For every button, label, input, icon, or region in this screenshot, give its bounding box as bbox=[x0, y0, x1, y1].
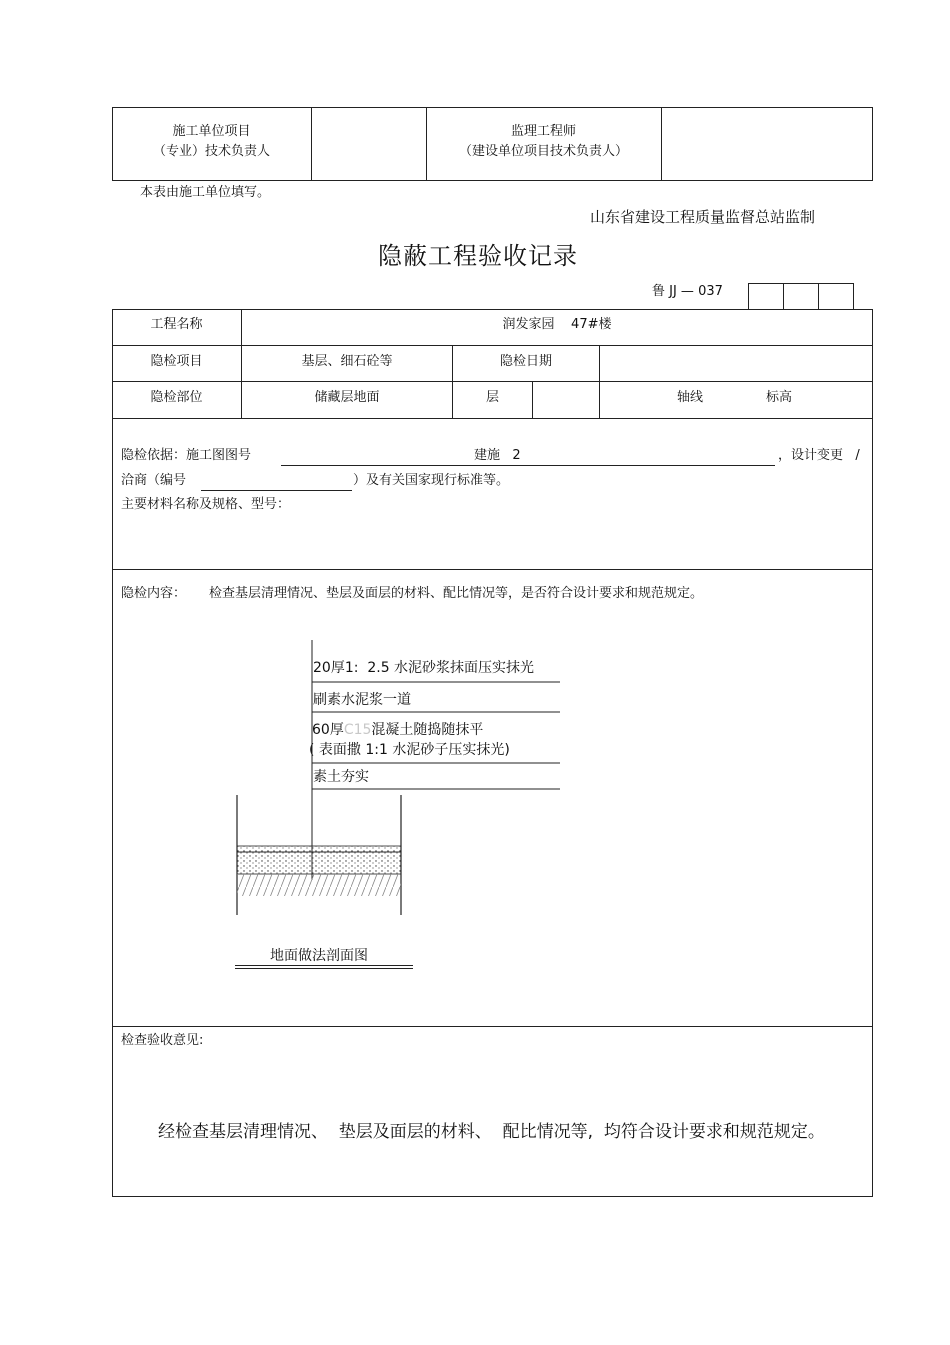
caption-underline bbox=[235, 968, 413, 969]
inspection-date-label: 隐检日期 bbox=[499, 354, 552, 369]
supervisor-signature-cell[interactable] bbox=[662, 108, 872, 180]
caption-underline bbox=[235, 965, 413, 966]
row-divider bbox=[112, 569, 873, 570]
content-text: 检查基层清理情况、垫层及面层的材料、配比情况等，是否符合设计要求和规范规定。 bbox=[209, 586, 704, 601]
page-title: 隐蔽工程验收记录 bbox=[378, 242, 578, 270]
basis-prefix: 隐检依据：施工图图号 bbox=[121, 448, 252, 463]
elevation-label: 标高 bbox=[766, 390, 793, 405]
negotiation-prefix: 洽商（编号 bbox=[121, 473, 187, 488]
layer-3-label: 60厚C15混凝土随捣随抹平 bbox=[312, 722, 484, 738]
layer-4-label: 素土夯实 bbox=[313, 769, 369, 785]
design-change: ，设计变更 / bbox=[778, 448, 860, 463]
screed-layer bbox=[237, 846, 401, 852]
code-box-1[interactable] bbox=[748, 283, 784, 310]
drawing-number-underline bbox=[281, 465, 775, 466]
contractor-tech-lead-label: 施工单位项目 （专业）技术负责人 bbox=[152, 124, 270, 159]
concrete-layer bbox=[237, 852, 401, 874]
opinion-text: 经检查基层清理情况、 垫层及面层的材料、 配比情况等, 均符合设计要求和规范规定。 bbox=[158, 1122, 825, 1142]
project-name-label: 工程名称 bbox=[150, 317, 203, 332]
issuer-text: 山东省建设工程质量监督总站监制 bbox=[590, 208, 816, 226]
contractor-signature-cell[interactable] bbox=[312, 108, 425, 180]
negotiation-underline bbox=[201, 490, 352, 491]
layer-3-note: ( 表面撒 1:1 水泥砂子压实抹光) bbox=[309, 742, 510, 758]
inspection-part-value: 储藏层地面 bbox=[314, 390, 380, 405]
supervisor-label: 监理工程师 （建设单位项目技术负责人） bbox=[458, 124, 628, 159]
floor-value[interactable] bbox=[533, 382, 599, 418]
inspection-date-value[interactable] bbox=[600, 346, 872, 381]
row-divider bbox=[112, 381, 873, 382]
content-label: 隐检内容： bbox=[121, 586, 187, 601]
opinion-label: 检查验收意见: bbox=[121, 1033, 204, 1048]
floor-label: 层 bbox=[485, 390, 499, 405]
drawing-number: 建施 2 bbox=[474, 448, 521, 463]
row-divider bbox=[112, 1026, 873, 1027]
layer-2-label: 刷素水泥浆一道 bbox=[313, 692, 411, 708]
soil-layer bbox=[237, 874, 401, 896]
project-name-value: 润发家园 47#楼 bbox=[502, 317, 612, 332]
fill-note: 本表由施工单位填写。 bbox=[140, 185, 271, 200]
negotiation-suffix: ）及有关国家现行标准等。 bbox=[353, 473, 510, 488]
code-box-2[interactable] bbox=[783, 283, 819, 310]
materials-label: 主要材料名称及规格、型号： bbox=[121, 497, 291, 512]
axis-label: 轴线 bbox=[677, 390, 704, 405]
diagram-caption: 地面做法剖面图 bbox=[270, 948, 368, 964]
code-box-3[interactable] bbox=[818, 283, 854, 310]
layer-1-label: 20厚1: 2.5 水泥砂浆抹面压实抹光 bbox=[313, 660, 535, 676]
form-code: 鲁 JJ — 037 bbox=[652, 284, 723, 299]
row-divider bbox=[112, 418, 873, 419]
floor-section-drawing bbox=[225, 635, 570, 935]
inspection-item-value: 基层、细石砼等 bbox=[301, 354, 393, 369]
inspection-item-label: 隐检项目 bbox=[150, 354, 203, 369]
inspection-part-label: 隐检部位 bbox=[150, 390, 203, 405]
